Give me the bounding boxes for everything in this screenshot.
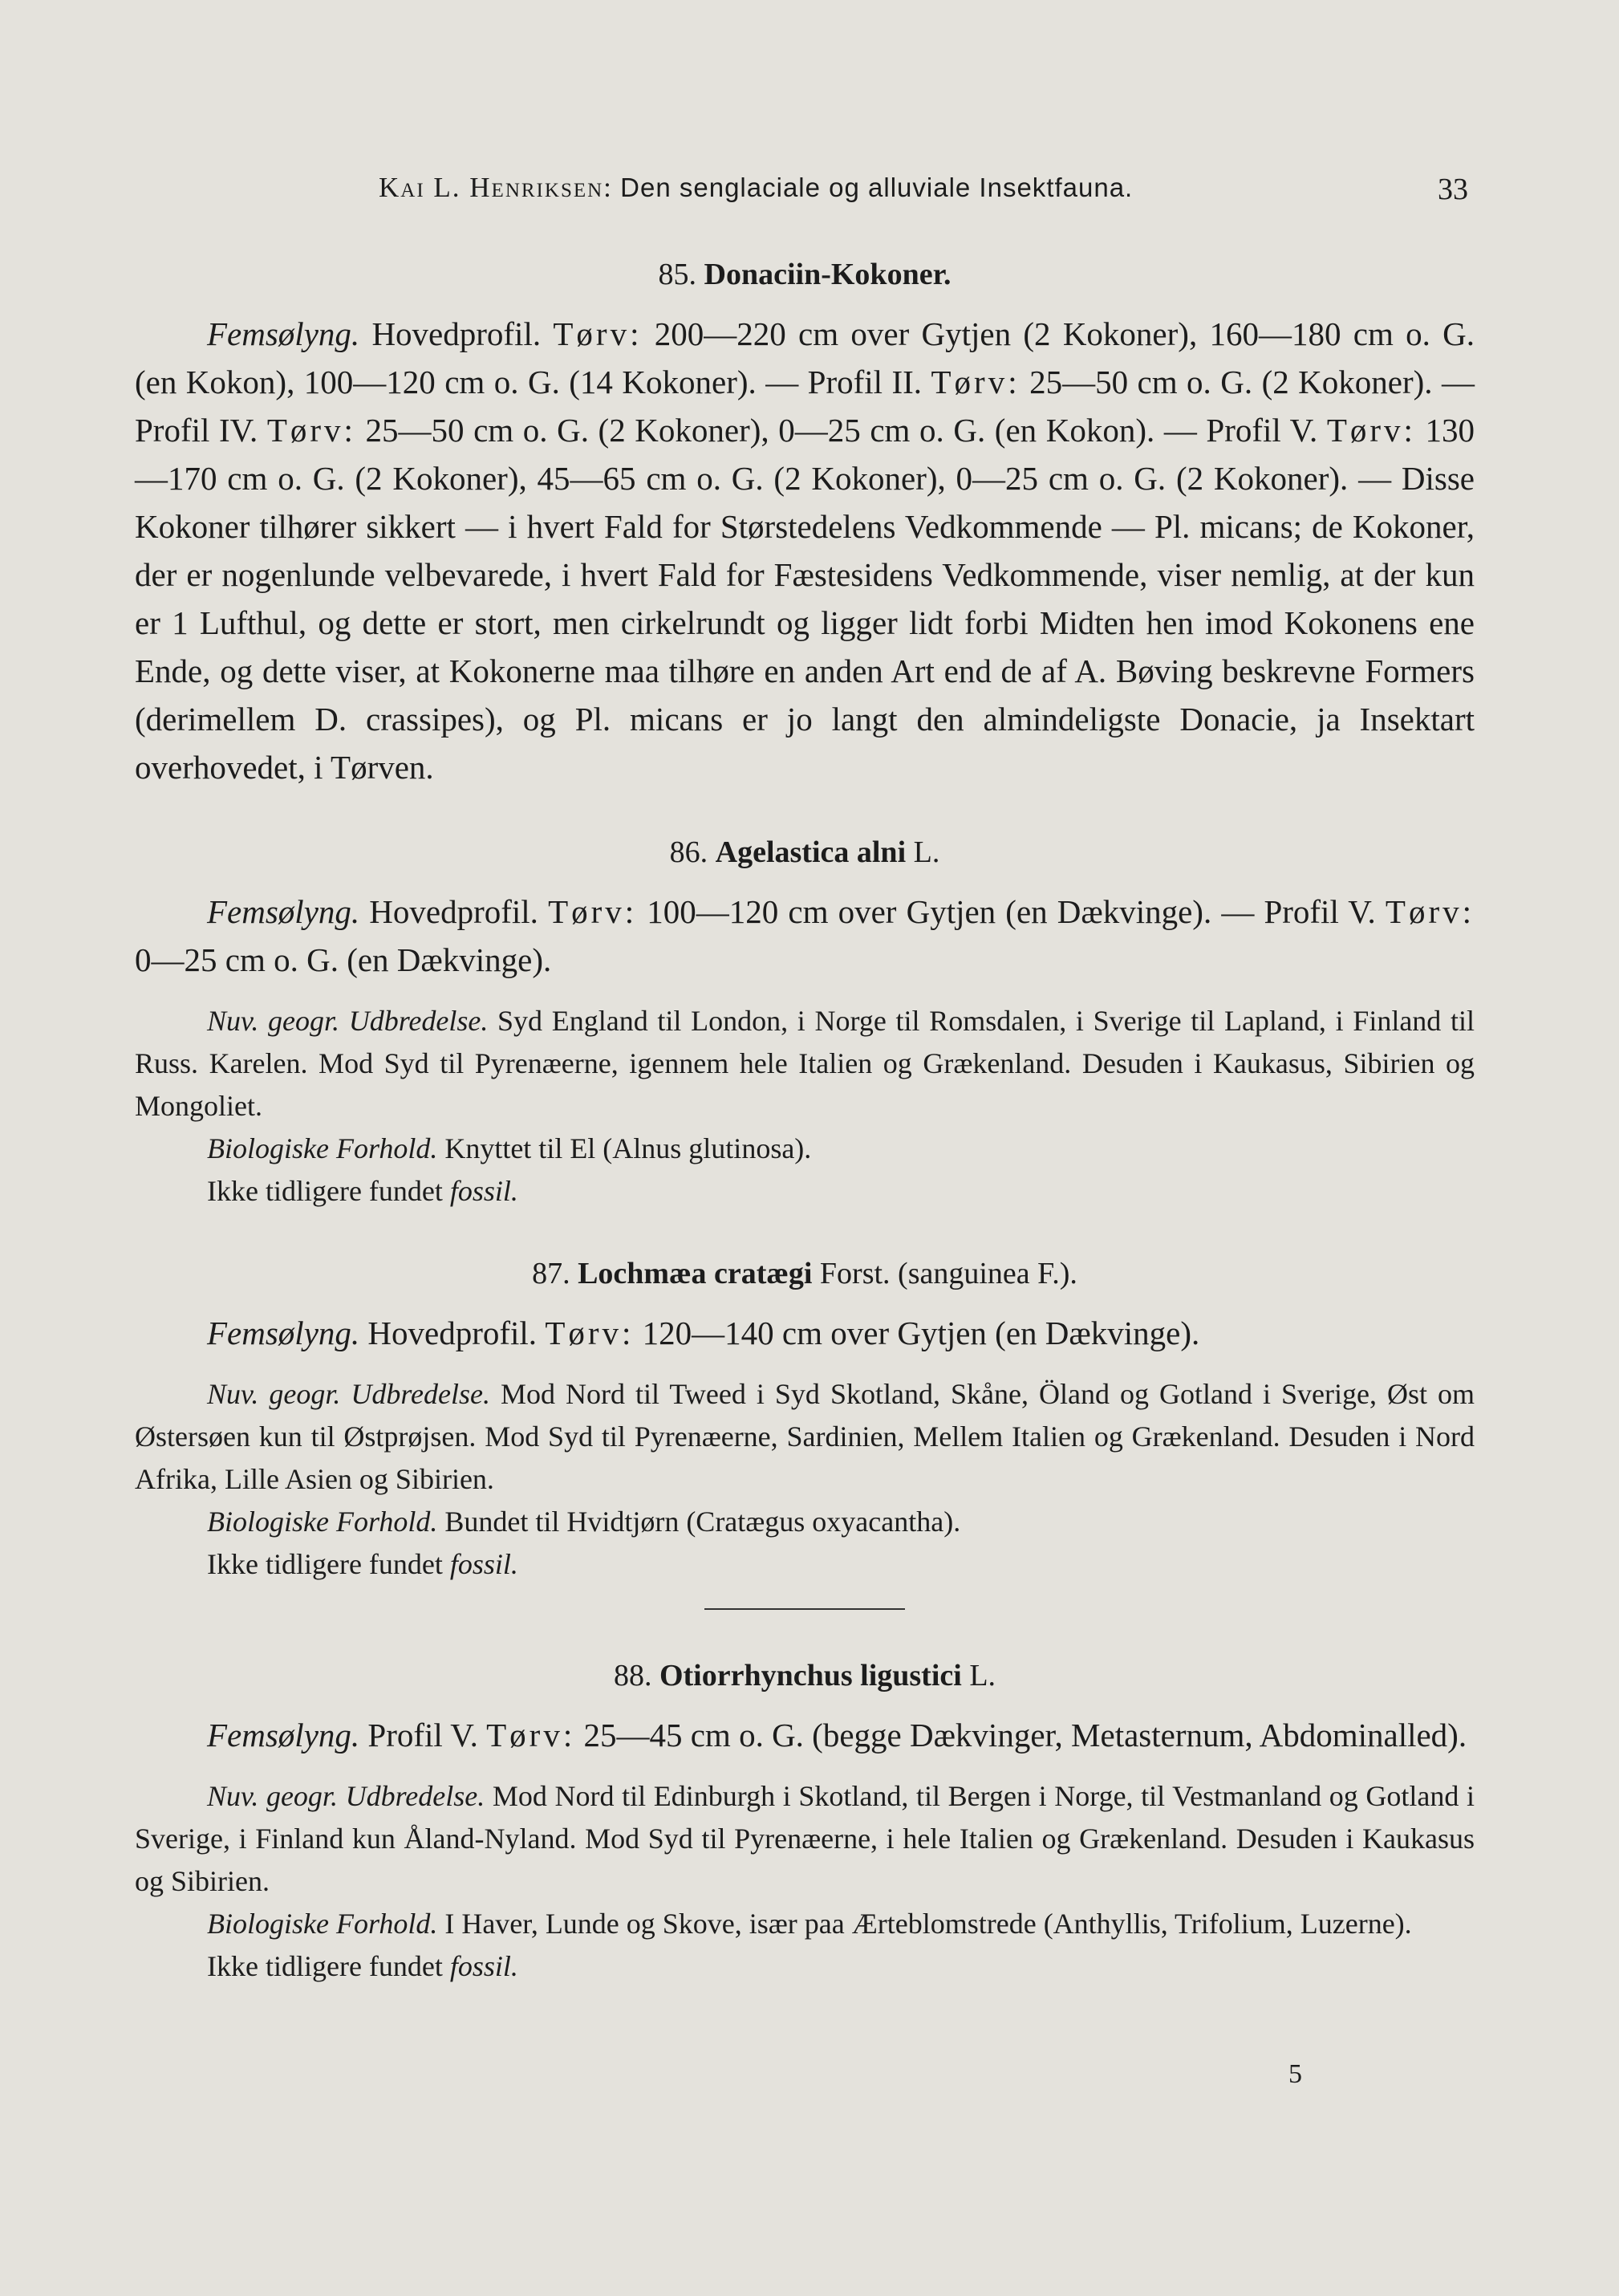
entry-name: Otiorrhynchus ligustici (659, 1659, 962, 1693)
locality-place: Femsølyng. (207, 1315, 360, 1351)
biology-label: Biologiske Forhold. (207, 1132, 438, 1164)
locality-paragraph-85: Femsølyng. Hovedprofil. Tørv: 200—220 cm over Gytjen (2 Kokoner), 160—180 cm o. G. (en Kokon), 100—120 cm o. G. (14 Kokoner). — Profil II. Tørv: 25—50 cm o. G. (2 Kokoner). — Profil IV. Tørv: 25—50 cm o. G. (2 Kokoner), 0—25 cm o. G. (en Kokon). — Profil V. Tørv: 130—170 cm o. G. (2 Kokoner), 45—65 cm o. G. (2 Kokoner), 0—25 cm o. G. (2 Kokoner). — Disse Kokoner tilhører sikkert — i hvert Fald for Størstedelens Vedkommende — Pl. micans; de Kokoner, der er nogenlunde velbevarede, i hvert Fald for Fæstesidens Vedkommende, viser nemlig, at der kun er 1 Lufthul, og dette er stort, men cirkelrundt og ligger lidt forbi Midten hen imod Kokonens ene Ende, og dette viser, at Kokonerne maa tilhøre en anden Art end de af A. Bøving beskrevne Formers (derimellem D. crassipes), og Pl. micans er jo langt den almindeligste Donacie, ja Insektart overhovedet, i Tørven. (135, 315, 1475, 786)
entry-number: 86. (669, 835, 708, 869)
entry-authority: L. (969, 1659, 996, 1693)
locality-place: Femsølyng. (207, 893, 360, 930)
entry-name: Lochmæa cratægi (578, 1257, 813, 1290)
running-head-author: Kai L. Henriksen: (379, 172, 613, 203)
entry-number: 85. (658, 258, 697, 291)
entry-heading-86 (135, 835, 1475, 870)
running-head-title: Den senglaciale og alluviale Insektfauna. (620, 173, 1134, 202)
entry-name: Agelastica alni (715, 835, 907, 869)
biology-label: Biologiske Forhold. (207, 1908, 438, 1940)
distribution-label: Nuv. geogr. Udbredelse. (207, 1005, 489, 1037)
entry-name: Donaciin-Kokoner. (704, 258, 952, 291)
entry-authority: Forst. (sanguinea F.). (819, 1257, 1077, 1290)
section-divider (704, 1608, 905, 1610)
running-head (379, 172, 1486, 204)
biology-paragraph-87: Biologiske Forhold. Bundet til Hvidtjørn (Cratægus oxyacantha). (207, 1506, 961, 1538)
entry-heading-85 (135, 257, 1475, 292)
biology-paragraph-88: Biologiske Forhold. I Haver, Lunde og Skove, især paa Ærteblomstrede (Anthyllis, Trifolium, Luzerne). (207, 1908, 1412, 1940)
distribution-paragraph-88: Nuv. geogr. Udbredelse. Mod Nord til Edinburgh i Skotland, til Bergen i Norge, til Vestmanland og Gotland i Sverige, i Finland kun Åland-Nyland. Mod Syd til Pyrenæerne, i hele Italien og Grækenland. Desuden i Kaukasus og Sibirien. (135, 1780, 1475, 1897)
distribution-paragraph-87: Nuv. geogr. Udbredelse. Mod Nord til Tweed i Syd Skotland, Skåne, Öland og Gotland i Sverige, Øst om Østersøen kun til Østprøjsen. Mod Syd til Pyrenæerne, Sardinien, Mellem Italien og Grækenland. Desuden i Nord Afrika, Lille Asien og Sibirien. (135, 1378, 1475, 1495)
entry-authority: L. (913, 835, 940, 869)
biology-label: Biologiske Forhold. (207, 1506, 438, 1538)
fossil-paragraph-86: Ikke tidligere fundet fossil. (207, 1175, 518, 1207)
fossil-paragraph-88: Ikke tidligere fundet fossil. (207, 1950, 518, 1982)
distribution-label: Nuv. geogr. Udbredelse. (207, 1378, 490, 1410)
locality-place: Femsølyng. (207, 315, 360, 352)
fossil-paragraph-87: Ikke tidligere fundet fossil. (207, 1548, 518, 1580)
biology-paragraph-86: Biologiske Forhold. Knyttet til El (Alnus glutinosa). (207, 1132, 812, 1164)
distribution-label: Nuv. geogr. Udbredelse. (207, 1780, 485, 1812)
signature-mark: 5 (1288, 2059, 1302, 2089)
entry-number: 87. (532, 1257, 570, 1290)
page-number: 33 (1438, 173, 1468, 206)
distribution-paragraph-86: Nuv. geogr. Udbredelse. Syd England til London, i Norge til Romsdalen, i Sverige til Lapland, i Finland til Russ. Karelen. Mod Syd til Pyrenæerne, igennem hele Italien og Grækenland. Desuden i Kaukasus, Sibirien og Mongoliet. (135, 1005, 1475, 1122)
locality-place: Femsølyng. (207, 1717, 360, 1753)
entry-number: 88. (613, 1659, 652, 1693)
page-body (135, 241, 1475, 1988)
entry-heading-87 (135, 1256, 1475, 1291)
entry-heading-88 (135, 1658, 1475, 1693)
locality-paragraph-87: Femsølyng. Hovedprofil. Tørv: 120—140 cm over Gytjen (en Dækvinge). (207, 1315, 1200, 1351)
locality-paragraph-88: Femsølyng. Profil V. Tørv: 25—45 cm o. G. (begge Dækvinger, Metasternum, Abdominalled). (207, 1717, 1467, 1753)
locality-paragraph-86: Femsølyng. Hovedprofil. Tørv: 100—120 cm over Gytjen (en Dækvinge). — Profil V. Tørv: 0—25 cm o. G. (en Dækvinge). (135, 893, 1475, 978)
